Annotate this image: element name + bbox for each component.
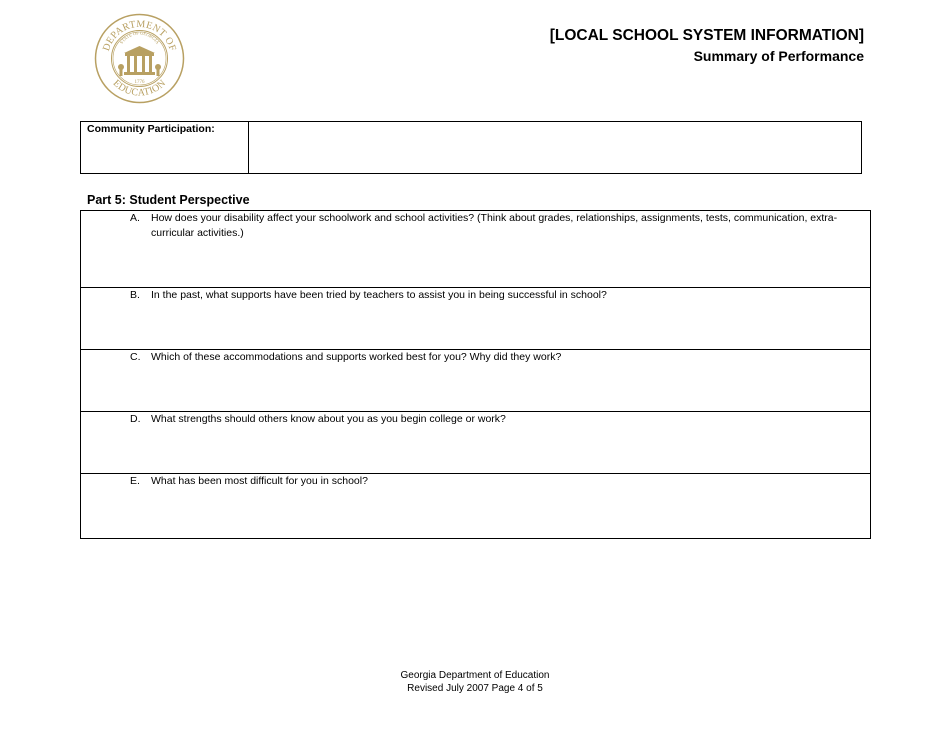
question-text: What has been most difficult for you in school? bbox=[151, 475, 368, 487]
question-letter: D. bbox=[130, 413, 141, 425]
question-row-b[interactable] bbox=[81, 288, 870, 350]
footer-org: Georgia Department of Education bbox=[400, 670, 550, 681]
seal-icon bbox=[94, 13, 185, 104]
footer-revision: Revised July 2007 Page 4 of 5 bbox=[407, 683, 543, 694]
question-letter: A. bbox=[130, 212, 140, 224]
student-perspective-table bbox=[80, 210, 871, 539]
svg-text:STATE OF GEORGIA: STATE OF GEORGIA bbox=[118, 30, 161, 45]
question-text: Which of these accommodations and supports worked best for you? Why did they work? bbox=[151, 351, 562, 363]
question-text: In the past, what supports have been tried by teachers to assist you in being successful in school? bbox=[151, 289, 607, 301]
question-text: How does your disability affect your schoolwork and school activities? (Think about grades, relationships, assignments, tests, communication, extra-curricular activities.) bbox=[151, 212, 838, 239]
header-title: [LOCAL SCHOOL SYSTEM INFORMATION] bbox=[549, 27, 864, 44]
svg-text:1776: 1776 bbox=[134, 80, 145, 85]
svg-text:DEPARTMENT OF: DEPARTMENT OF bbox=[101, 18, 178, 53]
question-text: What strengths should others know about you as you begin college or work? bbox=[151, 413, 506, 425]
community-participation-field[interactable] bbox=[249, 122, 861, 173]
svg-text:EDUCATION: EDUCATION bbox=[110, 77, 169, 99]
question-row-d[interactable] bbox=[81, 412, 870, 474]
page-header bbox=[550, 26, 864, 67]
question-row-c[interactable] bbox=[81, 350, 870, 412]
part5-title: Part 5: Student Perspective bbox=[87, 193, 250, 207]
community-participation-label: Community Participation: bbox=[81, 122, 249, 173]
community-participation-table bbox=[80, 121, 862, 174]
question-row-a[interactable] bbox=[81, 211, 870, 288]
question-letter: C. bbox=[130, 351, 141, 363]
question-row-e[interactable] bbox=[81, 474, 870, 538]
ga-doe-seal bbox=[94, 13, 185, 104]
question-letter: B. bbox=[130, 289, 140, 301]
page-footer bbox=[0, 669, 950, 695]
header-subtitle: Summary of Performance bbox=[693, 48, 864, 64]
question-letter: E. bbox=[130, 475, 140, 487]
